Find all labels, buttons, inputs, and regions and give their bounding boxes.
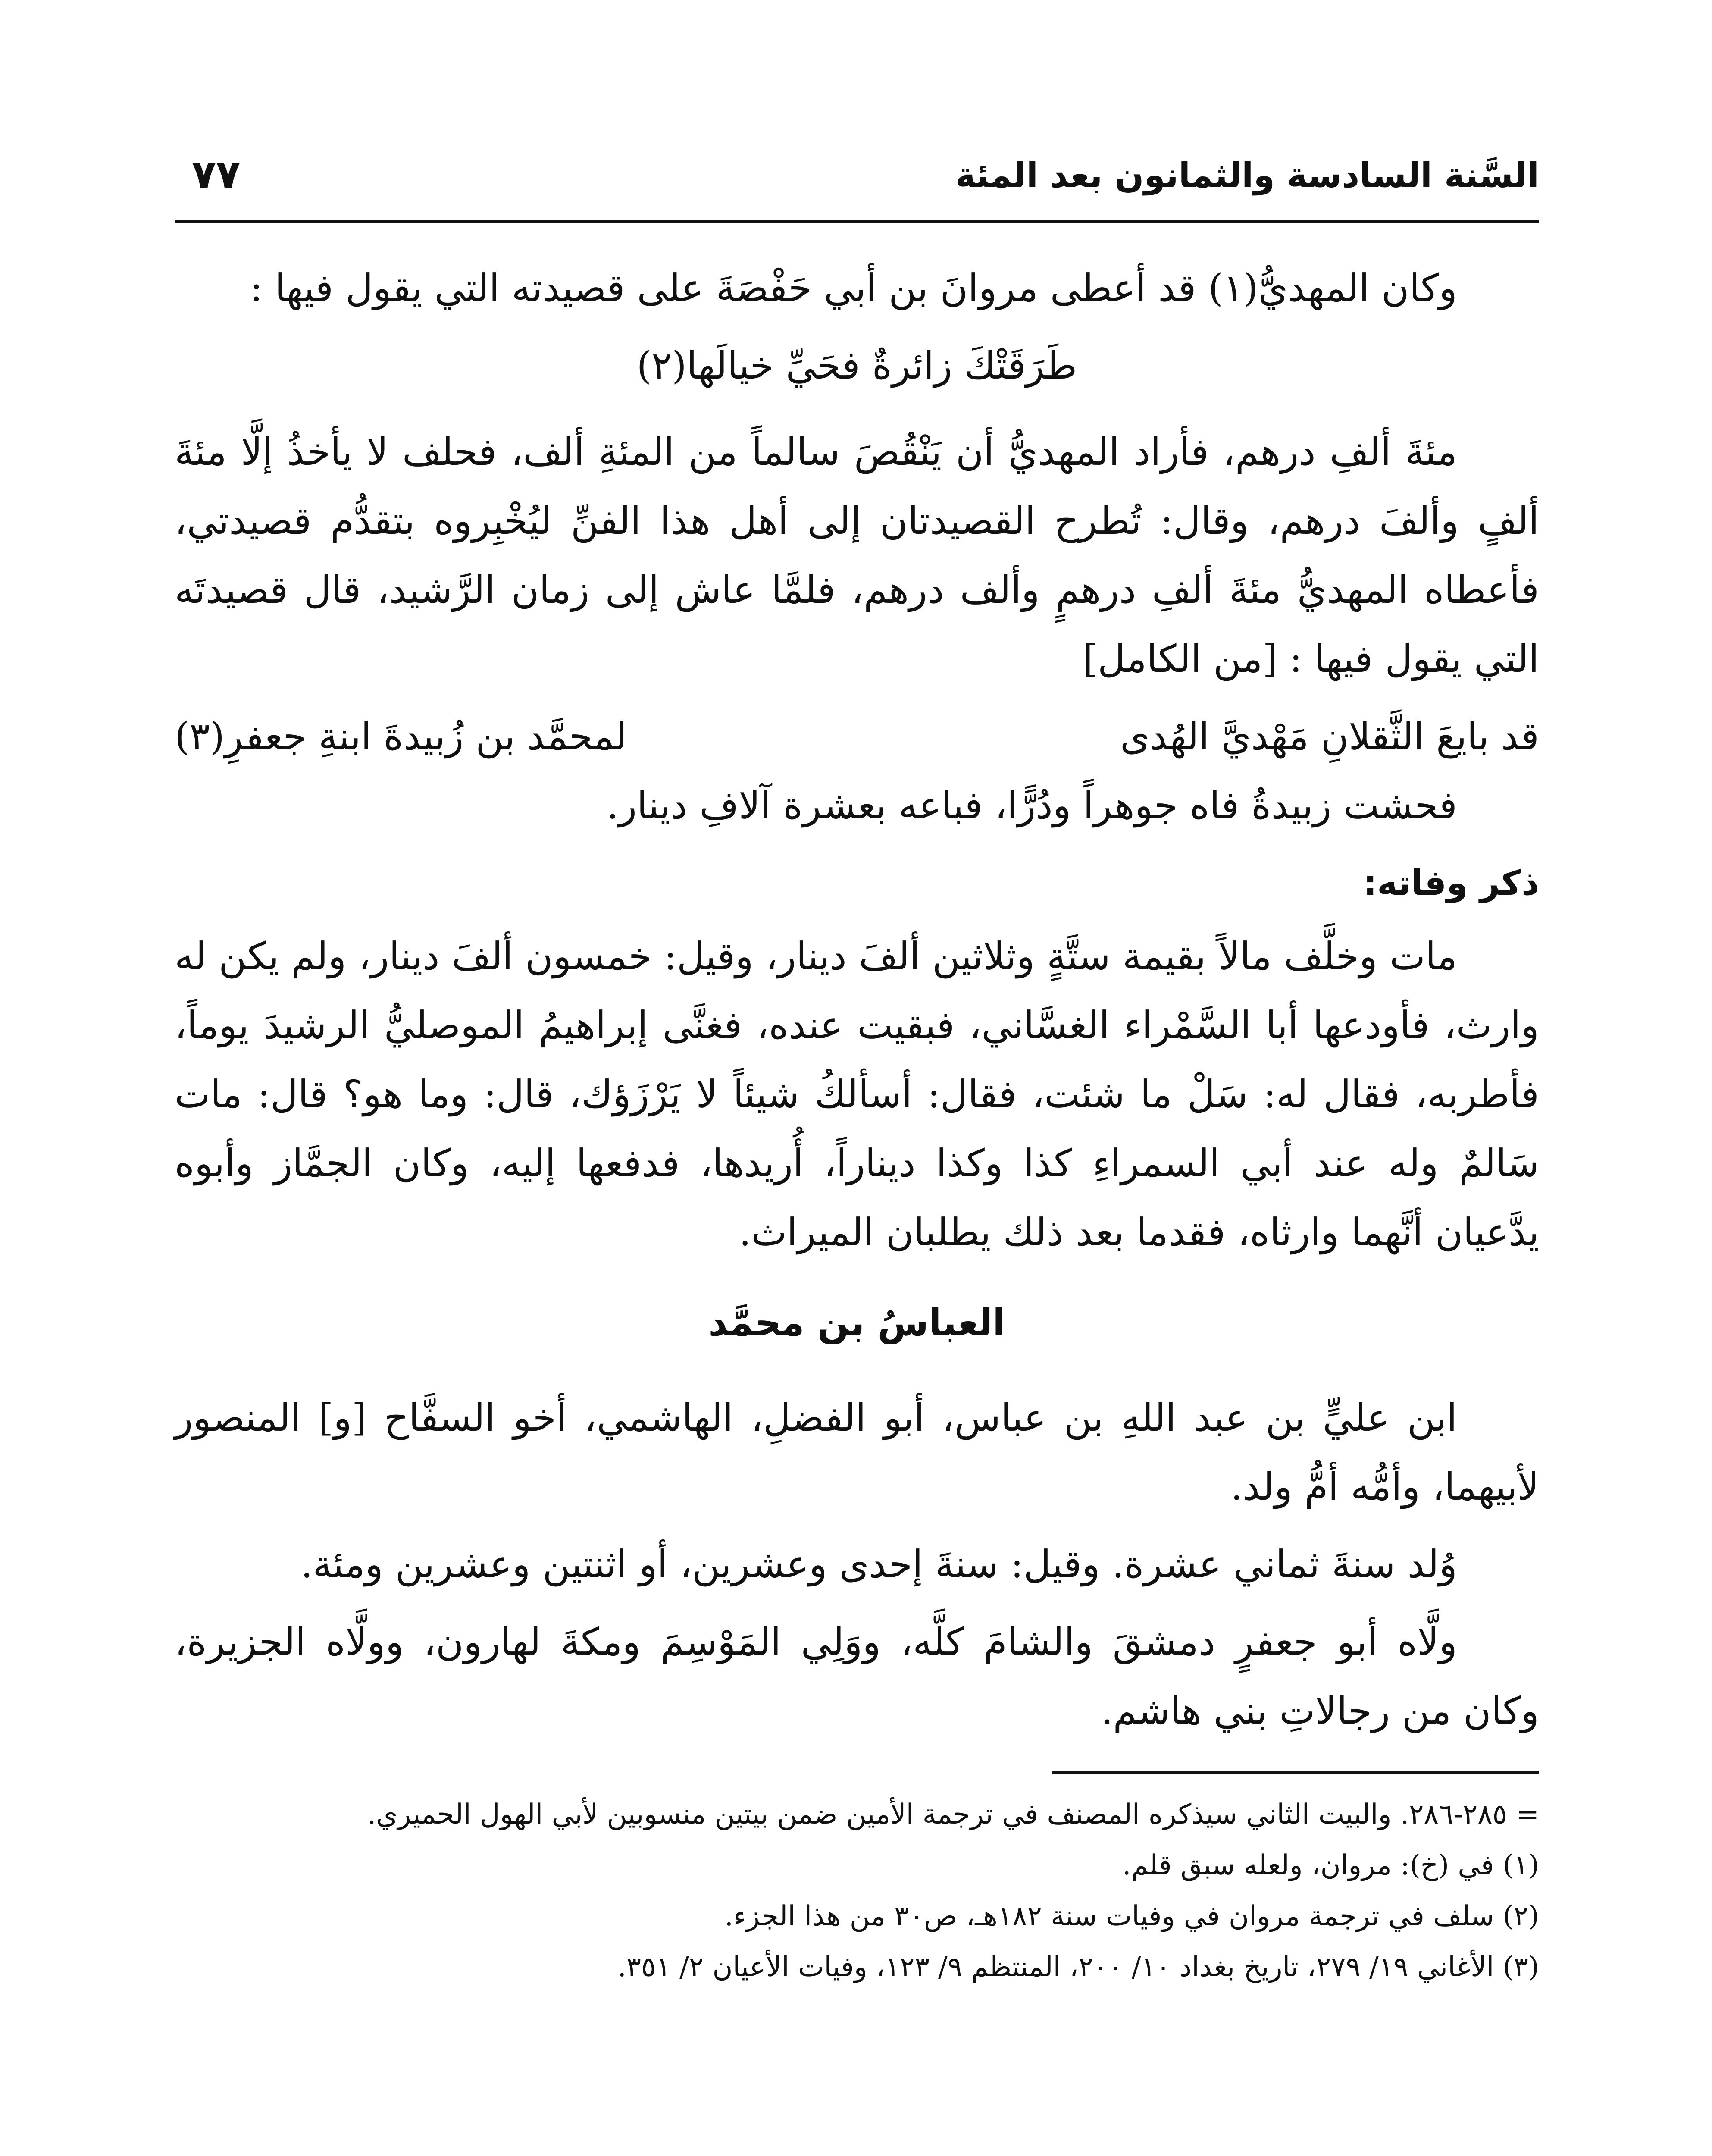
book-page xyxy=(175,142,1539,2156)
paragraph-zubaida: فحشت زبيدةُ فاه جوهراً ودُرًّا، فباعه بعشرة آلافِ دينار. xyxy=(606,783,1457,827)
verse-line-2 xyxy=(175,702,1539,771)
paragraph-mahdi-gift: وكان المهديُّ(١) قد أعطى مروانَ بن أبي حَفْصَةَ على قصيدته التي يقول فيها : xyxy=(250,266,1457,310)
paragraph-hundred-thousand: مئةَ ألفِ درهم، فأراد المهديُّ أن يَنْقُصَ سالماً من المئةِ ألف، فحلف لا يأخذُ إلَّا مئةَ ألفٍ وألفَ درهم، وقال: تُطرح القصيدتان إلى أهل هذا الفنِّ ليُخْبِروه بتقدُّم قصيدتي، فأعطاه المهديُّ مئةَ ألفِ درهمٍ وألف درهم، فلمَّا عاش إلى زمان الرَّشيد، قال قصيدتَه التي يقول فيها : [من الكامل] xyxy=(175,429,1539,681)
page-number: ٧٧ xyxy=(192,152,241,198)
running-title: السَّنة السادسة والثمانون بعد المئة xyxy=(955,155,1539,195)
footnote-2: (٢) سلف في ترجمة مروان في وفيات سنة ١٨٢هـ، ص٣٠ من هذا الجزء. xyxy=(724,1900,1539,1932)
main-text xyxy=(175,254,1539,1745)
footnote-divider xyxy=(1052,1771,1539,1774)
verse-line-1: طَرَقَتْكَ زائرةٌ فحَيِّ خيالَها(٢) xyxy=(636,343,1077,388)
footnote-1: (١) في (خ): مروان، ولعله سبق قلم. xyxy=(1122,1849,1539,1881)
page-header xyxy=(175,142,1539,223)
verse-hemistich-left: لمحمَّد بن زُبيدةَ ابنةِ جعفرِ(٣) xyxy=(175,714,627,758)
paragraph-death: مات وخلَّف مالاً بقيمة ستَّةٍ وثلاثين ألفَ دينار، وقيل: خمسون ألفَ دينار، ولم يكن له وارث، فأودعها أبا السَّمْراء الغسَّاني، فبقيت عنده، فغنَّى إبراهيمُ الموصليُّ الرشيدَ يوماً، فأطربه، فقال له: سَلْ ما شئت، فقال: أسألكُ شيئاً لا يَرْزَؤك، قال: وما هو؟ قال: مات سَالمٌ وله عند أبي السمراءِ كذا وكذا ديناراً، أُريدها، فدفعها إليه، وكان الجمَّاز وأبوه يدَّعيان أنَّهما وارثاه، فقدما بعد ذلك يطلبان الميراث. xyxy=(175,934,1539,1254)
footnotes xyxy=(175,1789,1539,1993)
subheading-death: ذكر وفاته: xyxy=(1363,863,1539,903)
verse-hemistich-right: قد بايعَ الثَّقلانِ مَهْديَّ الهُدى xyxy=(1120,714,1539,758)
paragraph-lineage: ابن عليٍّ بن عبد اللهِ بن عباس، أبو الفضلِ، الهاشمي، أخو السفَّاح [و] المنصور لأبيهما، وأمُّه أمُّ ولد. xyxy=(175,1395,1539,1509)
paragraph-offices: ولَّاه أبو جعفرٍ دمشقَ والشامَ كلَّه، ووَلِي المَوْسِمَ ومكةَ لهارون، وولَّاه الجزيرة، وكان من رجالاتِ بني هاشم. xyxy=(175,1620,1539,1733)
section-title: العباسُ بن محمَّد xyxy=(708,1301,1005,1344)
footnote-3: (٣) الأغاني ١٩/ ٢٧٩، تاريخ بغداد ١٠/ ٢٠٠، المنتظم ٩/ ١٢٣، وفيات الأعيان ٢/ ٣٥١. xyxy=(617,1951,1539,1983)
paragraph-birth: وُلد سنةَ ثماني عشرة. وقيل: سنةَ إحدى وعشرين، أو اثنتين وعشرين ومئة. xyxy=(300,1542,1457,1586)
footnote-continued: = ٢٨٥-٢٨٦. والبيت الثاني سيذكره المصنف في ترجمة الأمين ضمن بيتين منسوبين لأبي الهول الحميري. xyxy=(367,1799,1539,1830)
